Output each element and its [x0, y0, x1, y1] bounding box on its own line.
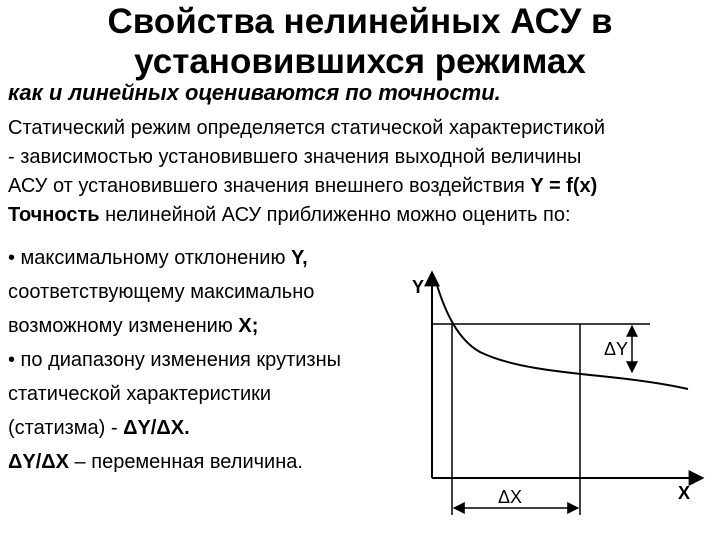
static-line-1: Статический режим определяется статической характеристикой	[8, 117, 606, 139]
subtitle: как и линейных оцениваются по точности.	[8, 80, 501, 105]
accuracy-keyword: Точность	[8, 204, 100, 226]
bullet-2-line-1: • по диапазону изменения крутизны	[8, 349, 341, 371]
x-axis-label: X	[678, 483, 691, 503]
bullet-1-y: Y,	[291, 247, 308, 269]
title-line-2: установившихся режимах	[134, 42, 586, 81]
bullet-1-text: • максимальному отклонению	[8, 247, 292, 269]
y-axis-label: Y	[412, 277, 425, 297]
conclusion-text: – переменная величина.	[69, 451, 303, 473]
bullet-1-line-2: соответствующему максимально	[8, 281, 315, 303]
function-formula: Y = f(x)	[530, 175, 598, 197]
bullet-1-x: X;	[238, 315, 259, 337]
conclusion-ratio: ΔY/ΔX	[8, 451, 69, 473]
title-line-1: Свойства нелинейных АСУ в	[107, 2, 613, 41]
delta-y-label: ΔY	[604, 339, 629, 359]
bullet-1-line-3-text: возможному изменению	[8, 315, 239, 337]
bullet-2-line-3-text: (статизма) -	[8, 417, 124, 439]
statism-ratio: ΔY/ΔX.	[123, 417, 190, 439]
accuracy-rest: нелинейной АСУ приближенно можно оценить по:	[99, 204, 571, 226]
bullet-2-line-2: статической характеристики	[8, 383, 272, 405]
static-line-2: - зависимостью установившего значения выходной величины	[8, 146, 582, 168]
delta-x-label: ΔX	[498, 487, 523, 507]
characteristic-curve	[436, 282, 688, 389]
static-line-3-text: АСУ от установившего значения внешнего воздействия	[8, 175, 531, 197]
